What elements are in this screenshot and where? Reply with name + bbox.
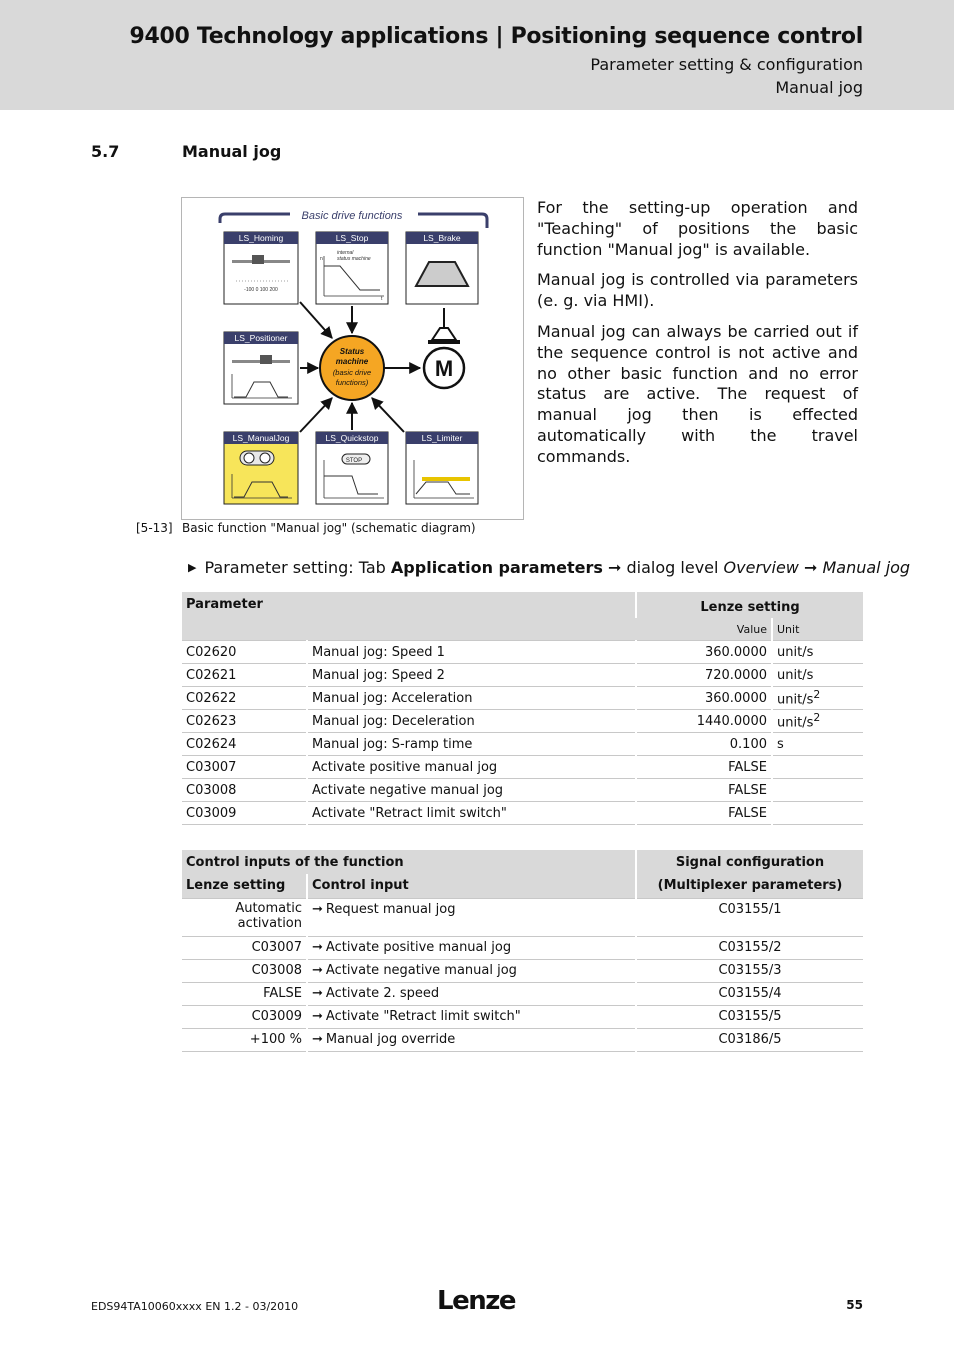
param-header: Parameter [182, 592, 636, 641]
svg-text:Status: Status [339, 347, 365, 356]
table-row [182, 959, 863, 982]
param-unit [772, 687, 863, 710]
tab-name: Application parameters [390, 558, 603, 577]
parameter-table [182, 592, 863, 825]
table-row [182, 982, 863, 1005]
param-name: Activate positive manual jog [307, 756, 636, 779]
param-value: FALSE [636, 802, 772, 825]
param-code: C03009 [182, 802, 307, 825]
lenze-setting [182, 898, 307, 936]
lenze-setting: C03009 [182, 1005, 307, 1028]
control-input-text: Activate 2. speed [325, 986, 440, 1001]
param-name: Manual jog: Deceleration [307, 710, 636, 733]
control-input-text: Request manual jog [325, 901, 456, 917]
param-code: C03007 [182, 756, 307, 779]
svg-text:(basic drive: (basic drive [332, 368, 372, 377]
block-label: LS_ManualJog [232, 433, 290, 443]
param-value: 720.0000 [636, 664, 772, 687]
section-title: Manual jog [182, 142, 282, 161]
unit-header: Unit [772, 618, 863, 641]
table-row [182, 936, 863, 959]
param-unit [772, 733, 863, 756]
table-row [182, 756, 863, 779]
block-label: LS_Stop [335, 233, 369, 243]
control-input [307, 936, 636, 959]
param-value: 0.100 [636, 733, 772, 756]
control-input-text: Manual jog override [325, 1032, 456, 1047]
table-row [182, 1005, 863, 1028]
param-value: 360.0000 [636, 641, 772, 664]
param-value: 360.0000 [636, 687, 772, 710]
stop-note-2: status machine [337, 256, 371, 262]
unit-text: unit/s [777, 644, 814, 660]
signal-config: C03155/5 [636, 1005, 863, 1028]
unit-text: s [777, 736, 784, 752]
intro-paragraph-2: Manual jog is controlled via parameters (e. g. via HMI). [537, 270, 858, 311]
param-unit [772, 802, 863, 825]
control-header: Control inputs of the function [186, 854, 404, 870]
param-name: Activate negative manual jog [307, 779, 636, 802]
intro-paragraph-1: For the setting-up operation and "Teaching" of positions the basic function "Manual jog" is available. [537, 198, 858, 259]
axis-t: t [381, 296, 383, 302]
block-ls-brake [406, 232, 478, 304]
signal-config: C03155/1 [636, 898, 863, 936]
arrow-homing [300, 302, 332, 338]
arrow-icon: ➞ [312, 1009, 323, 1024]
block-label: LS_Homing [238, 233, 284, 243]
param-value: FALSE [636, 779, 772, 802]
param-name: Manual jog: Speed 1 [307, 641, 636, 664]
param-name: Activate "Retract limit switch" [307, 802, 636, 825]
figure-title: Basic drive functions [301, 210, 403, 222]
status-machine [320, 336, 384, 400]
lenze-setting: C03007 [182, 936, 307, 959]
table-row [182, 802, 863, 825]
arrow-icon: ➞ [312, 963, 323, 978]
signal-header: Signal configuration [636, 850, 863, 874]
page-subtitle-2: Manual jog [775, 78, 863, 97]
param-name: Manual jog: S-ramp time [307, 733, 636, 756]
table-row [182, 664, 863, 687]
unit-exponent: 2 [813, 711, 821, 725]
stop-label: STOP [345, 458, 363, 464]
control-input [307, 959, 636, 982]
param-unit [772, 779, 863, 802]
page-title: 9400 Technology applications | Positioning sequence control [129, 24, 863, 49]
control-inputs-table [182, 850, 863, 1052]
unit-exponent: 2 [813, 688, 821, 702]
multiplexer-header: (Multiplexer parameters) [636, 874, 863, 898]
arrow-icon: ➞ [803, 558, 818, 577]
param-value: FALSE [636, 756, 772, 779]
motor-label: M [434, 356, 454, 381]
intro-paragraph-3: Manual jog can always be carried out if the sequence control is not active and no other basic function and no error status are active. The request of manual jog then is effected automatically with the travel commands. [537, 321, 858, 466]
table-row [182, 710, 863, 733]
lenze-setting-line: Automatic [235, 900, 302, 916]
block-label: LS_Brake [423, 233, 461, 243]
control-input [307, 1005, 636, 1028]
page-subtitle: Parameter setting & configuration [590, 55, 863, 74]
control-input [307, 982, 636, 1005]
block-ls-quickstop [316, 432, 388, 504]
caption-number: [5-13] [136, 521, 173, 535]
table-row [182, 687, 863, 710]
target-level: Manual jog [822, 558, 911, 577]
value-header: Value [636, 618, 772, 641]
control-input [307, 1028, 636, 1051]
control-input [307, 898, 636, 936]
bracket-right [418, 214, 487, 228]
signal-config: C03155/4 [636, 982, 863, 1005]
arrow-icon: ➞ [312, 986, 323, 1001]
svg-text:functions): functions) [335, 378, 369, 387]
block-ls-limiter [406, 432, 478, 504]
param-value: 1440.0000 [636, 710, 772, 733]
unit-text: unit/s [777, 667, 814, 683]
svg-text:machine: machine [335, 357, 369, 366]
arrow-icon: ➞ [312, 901, 323, 917]
motor-icon [424, 308, 464, 388]
parameter-setting-path: ▶ Parameter setting: Tab Application parameters ➞ dialog level Overview ➞ Manual jog [188, 558, 911, 577]
control-input-text: Activate negative manual jog [325, 963, 517, 978]
stop-note-1: internal [337, 250, 354, 256]
param-code: C02623 [182, 710, 307, 733]
axis-n: n [320, 256, 323, 262]
block-ls-stop [316, 232, 388, 304]
lenze-setting: C03008 [182, 959, 307, 982]
arrow-icon: ➞ [608, 558, 622, 577]
basic-functions-diagram [181, 197, 524, 520]
block-label: LS_Limiter [421, 433, 463, 443]
lenze-setting-header: Lenze setting [182, 874, 307, 898]
figure-caption [136, 521, 476, 535]
table-row [182, 733, 863, 756]
unit-text: unit/s [777, 715, 814, 731]
lenze-logo: Lenze [437, 1286, 515, 1316]
param-code: C02622 [182, 687, 307, 710]
block-ls-manualjog [224, 432, 298, 504]
lenze-setting-line: activation [237, 915, 302, 931]
param-code: C02621 [182, 664, 307, 687]
param-unit [772, 710, 863, 733]
page-number: 55 [846, 1298, 863, 1312]
page-header [0, 0, 954, 110]
param-name: Manual jog: Speed 2 [307, 664, 636, 687]
arrow-icon: ➞ [312, 940, 323, 955]
param-unit [772, 756, 863, 779]
bracket-left [220, 214, 290, 223]
param-name: Manual jog: Acceleration [307, 687, 636, 710]
control-input-header: Control input [307, 874, 636, 898]
signal-config: C03155/3 [636, 959, 863, 982]
lenze-setting: FALSE [182, 982, 307, 1005]
table-row [182, 898, 863, 936]
arrow-manualjog [300, 398, 332, 432]
block-ls-homing [224, 232, 298, 304]
table-row [182, 779, 863, 802]
homing-ticks: -100 0 100 200 [244, 287, 278, 293]
triangle-icon: ▶ [188, 561, 197, 574]
param-code: C02624 [182, 733, 307, 756]
lenze-setting: +100 % [182, 1028, 307, 1051]
param-unit [772, 641, 863, 664]
section-number: 5.7 [91, 142, 120, 161]
dialog-level: Overview [723, 558, 799, 577]
block-ls-positioner [224, 332, 298, 404]
signal-config: C03186/5 [636, 1028, 863, 1051]
arrow-icon: ➞ [312, 1032, 323, 1047]
intro-text [537, 198, 858, 478]
lenze-header: Lenze setting [636, 592, 863, 618]
control-input-text: Activate "Retract limit switch" [325, 1009, 521, 1024]
arrow-limiter [372, 398, 404, 432]
param-code: C02620 [182, 641, 307, 664]
unit-text: unit/s [777, 692, 814, 708]
control-input-text: Activate positive manual jog [325, 940, 512, 955]
block-label: LS_Positioner [234, 333, 288, 343]
footer-doc-id: EDS94TA10060xxxx EN 1.2 - 03/2010 [91, 1300, 299, 1313]
table-row [182, 1028, 863, 1051]
param-code: C03008 [182, 779, 307, 802]
param-unit [772, 664, 863, 687]
table-row [182, 641, 863, 664]
signal-config: C03155/2 [636, 936, 863, 959]
block-label: LS_Quickstop [325, 433, 379, 443]
caption-text: Basic function "Manual jog" (schematic diagram) [182, 521, 476, 535]
